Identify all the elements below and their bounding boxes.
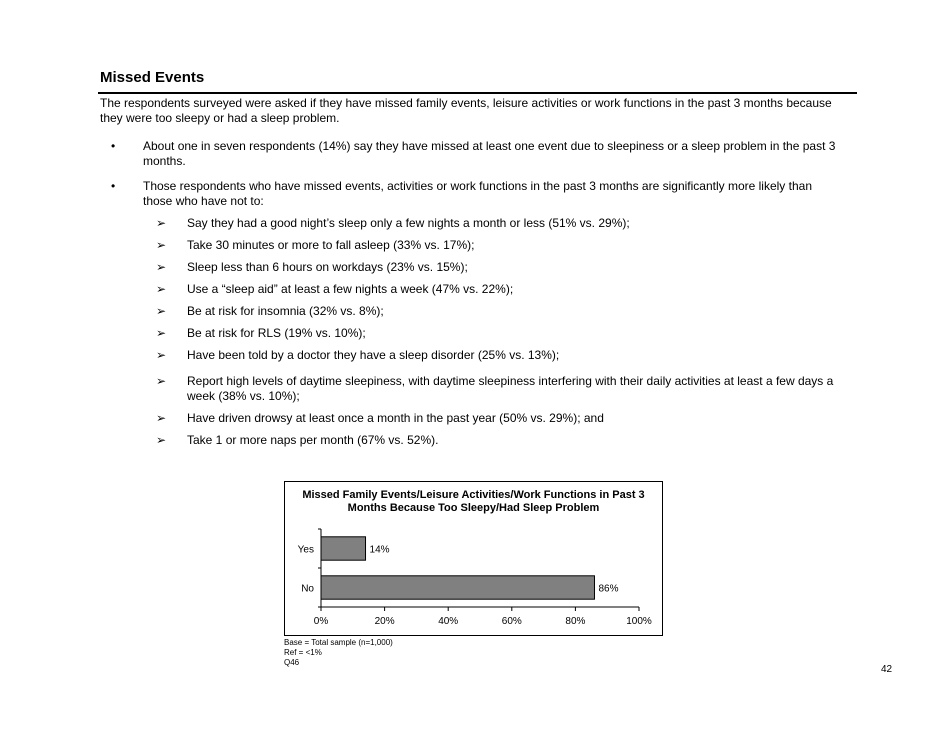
x-tick-label: 0% (313, 616, 329, 627)
page-title: Missed Events (100, 69, 205, 86)
sub-item-text: Use a “sleep aid” at least a few nights a week (47% vs. 22%); (187, 282, 514, 296)
arrow-bullet-icon: ➢ (156, 374, 167, 388)
x-tick-label: 40% (438, 616, 459, 627)
category-label: Yes (297, 544, 314, 556)
page-number: 42 (881, 664, 893, 675)
arrow-bullet-icon: ➢ (156, 348, 167, 362)
bar-yes (321, 537, 366, 560)
bar-no (321, 576, 594, 599)
data-label: 14% (369, 544, 390, 556)
arrow-bullet-icon: ➢ (156, 304, 167, 318)
chart-notes (284, 638, 393, 668)
sub-item-text: Be at risk for insomnia (32% vs. 8%); (187, 304, 384, 318)
x-tick-label: 100% (626, 616, 652, 627)
data-label: 86% (598, 583, 619, 595)
arrow-bullet-icon: ➢ (156, 238, 167, 252)
note-question: Q46 (284, 658, 300, 667)
x-tick-label: 80% (565, 616, 586, 627)
chart-title-line: Missed Family Events/Leisure Activities/Work Functions in Past 3 (302, 489, 645, 501)
bar-chart (285, 482, 662, 635)
bullet-dot: • (111, 139, 116, 153)
arrow-bullet-icon: ➢ (156, 411, 167, 425)
arrow-bullet-icon: ➢ (156, 326, 167, 340)
sub-item-text: Have driven drowsy at least once a month in the past year (50% vs. 29%); and (187, 411, 604, 425)
arrow-bullet-icon: ➢ (156, 433, 167, 447)
sub-item-text: Take 1 or more naps per month (67% vs. 52%). (187, 433, 439, 447)
arrow-bullet-icon: ➢ (156, 260, 167, 274)
bullet-text: About one in seven respondents (14%) say they have missed at least one event due to sleepiness or a sleep problem in the past 3 months. (143, 139, 836, 168)
sub-item-text: Be at risk for RLS (19% vs. 10%); (187, 326, 366, 340)
sub-item-text: Report high levels of daytime sleepiness, with daytime sleepiness interfering with their daily activities at least a few days a week (38% vs. 10%); (187, 374, 834, 403)
chart-container (284, 481, 663, 636)
note-ref: Ref = <1% (284, 648, 322, 657)
sub-item-text: Have been told by a doctor they have a sleep disorder (25% vs. 13%); (187, 348, 560, 362)
bullet-text: Those respondents who have missed events, activities or work functions in the past 3 months are significantly more likely than those who have not to: (143, 179, 812, 208)
chart-title-line: Months Because Too Sleepy/Had Sleep Problem (347, 502, 600, 514)
sub-item-text: Say they had a good night’s sleep only a few nights a month or less (51% vs. 29%); (187, 216, 630, 230)
arrow-bullet-icon: ➢ (156, 216, 167, 230)
category-label: No (301, 583, 314, 595)
x-tick-label: 20% (374, 616, 395, 627)
sub-item-text: Sleep less than 6 hours on workdays (23% vs. 15%); (187, 260, 468, 274)
intro-paragraph: The respondents surveyed were asked if they have missed family events, leisure activities or work functions in the past 3 months because they were too sleepy or had a sleep problem. (100, 96, 832, 125)
x-tick-label: 60% (501, 616, 522, 627)
bullet-dot: • (111, 179, 116, 193)
sub-item-text: Take 30 minutes or more to fall asleep (33% vs. 17%); (187, 238, 475, 252)
arrow-bullet-icon: ➢ (156, 282, 167, 296)
title-divider (98, 92, 857, 94)
note-base: Base = Total sample (n=1,000) (284, 638, 393, 647)
